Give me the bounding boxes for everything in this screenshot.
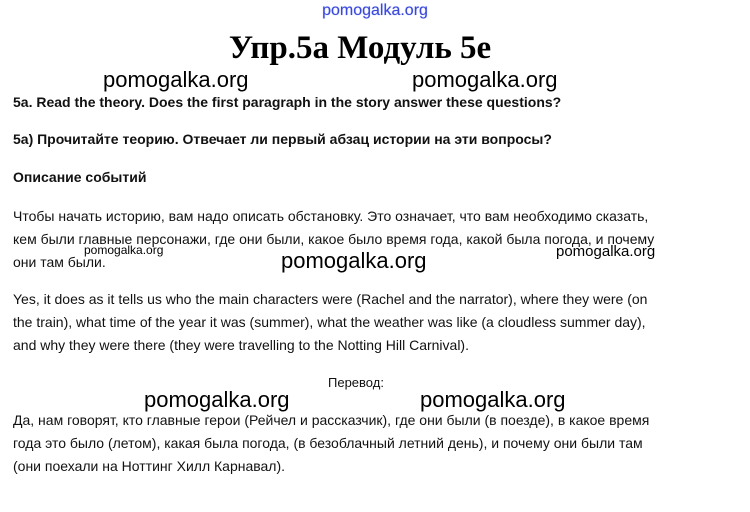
translation-line: Да, нам говорят, кто главные герои (Рейчел и рассказчик), где они были (в поезде), в какое время: [13, 412, 650, 428]
translation-line: (они поехали на Ноттинг Хилл Карнавал).: [13, 458, 286, 474]
answer-line: the train), what time of the year it was (summer), what the weather was like (a cloudless summer day),: [13, 314, 646, 330]
answer-paragraph: [13, 288, 713, 357]
watermark-text: pomogalka.org: [84, 243, 164, 257]
translation-paragraph: [13, 409, 713, 478]
theory-line: кем были главные персонажи, где они были, какое было время года, какой была погода, и почему: [13, 231, 655, 247]
watermark-text: pomogalka.org: [281, 248, 427, 273]
answer-line: and why they were there (they were travelling to the Notting Hill Carnival).: [13, 337, 469, 353]
watermark-text: pomogalka.org: [556, 243, 656, 260]
theory-line: они там были.: [13, 254, 106, 270]
instruction-russian: 5а) Прочитайте теорию. Отвечает ли первый абзац истории на эти вопросы?: [13, 131, 552, 147]
translation-line: года это было (летом), какая была погода, (в безоблачный летний день), и почему они были там: [13, 435, 643, 451]
theory-line: Чтобы начать историю, вам надо описать обстановку. Это означает, что вам необходимо сказать,: [13, 208, 649, 224]
watermark-text: pomogalka.org: [144, 387, 290, 412]
instruction-english: 5a. Read the theory. Does the first paragraph in the story answer these questions?: [13, 94, 562, 110]
translation-label: Перевод:: [328, 375, 384, 390]
answer-line: Yes, it does as it tells us who the main characters were (Rachel and the narrator), where they were (on: [13, 291, 648, 307]
section-heading: Описание событий: [13, 169, 147, 185]
watermark-text: pomogalka.org: [420, 387, 566, 412]
page-title: Упр.5а Модуль 5е: [228, 30, 492, 66]
watermark-text: pomogalka.org: [103, 67, 249, 92]
site-watermark-link[interactable]: pomogalka.org: [322, 2, 428, 19]
watermark-text: pomogalka.org: [412, 67, 558, 92]
